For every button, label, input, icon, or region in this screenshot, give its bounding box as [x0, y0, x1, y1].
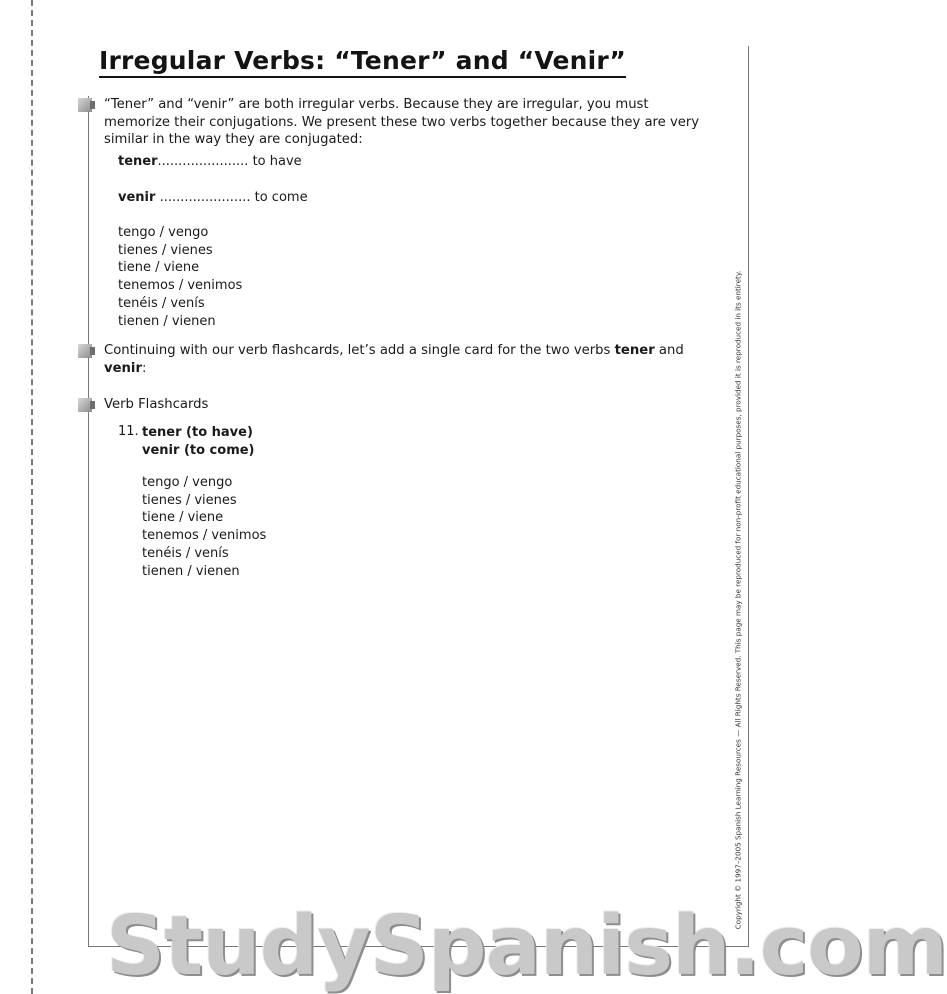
flashcard-line-venir: venir (to come): [142, 443, 255, 458]
page-frame-left: [88, 96, 89, 946]
dot-leader: ......................: [159, 190, 251, 205]
conjugation-list: [118, 224, 242, 330]
conjugation-row: tenéis / venís: [118, 295, 205, 311]
flashcard-conjugation-list: [142, 474, 266, 580]
conjugation-row: tienen / vienen: [118, 313, 216, 329]
watermark-logo: StudySpanish.com: [106, 899, 947, 994]
continuing-text: Continuing with our verb flashcards, let’s add a single card for the two verbs: [104, 343, 615, 358]
conjugation-row: tenéis / venís: [142, 545, 229, 561]
dot-leader: ......................: [157, 154, 249, 169]
definition-verb: venir: [118, 190, 156, 205]
continuing-paragraph: [104, 342, 714, 377]
page-frame-right: [748, 46, 749, 946]
definition-venir: [118, 190, 308, 205]
square-bullet-icon: [78, 344, 95, 358]
intro-paragraph: “Tener” and “venir” are both irregular verbs. Because they are irregular, you must memorize their conjugations. We present these two verbs together because they are very similar in the way they are conjugated:: [104, 97, 700, 147]
conjugation-row: tiene / viene: [142, 510, 224, 526]
conjugation-row: tienes / vienes: [142, 492, 237, 508]
continuing-text: :: [141, 360, 147, 376]
continuing-verb-tener: tener: [614, 343, 655, 358]
definition-verb: tener: [118, 154, 158, 169]
copyright-text: Copyright © 1997–2005 Spanish Learning Resources — All Rights Reserved. This page may be reproduced for non-profit educational purposes, provided it is reproduced in its entirety.: [733, 270, 743, 930]
flashcard-line-tener: tener (to have): [142, 425, 253, 440]
definition-meaning: to have: [252, 154, 302, 169]
continuing-verb-venir: venir: [104, 360, 142, 376]
flashcard-number: 11.: [118, 424, 139, 439]
square-bullet-icon: [78, 398, 95, 412]
square-bullet-icon: [78, 98, 95, 112]
conjugation-row: tengo / vengo: [118, 225, 209, 240]
conjugation-row: tenemos / venimos: [142, 528, 267, 544]
definition-tener: [118, 154, 302, 169]
continuing-text: and: [654, 343, 684, 358]
definition-meaning: to come: [254, 190, 308, 205]
conjugation-row: tienen / vienen: [142, 563, 240, 579]
flashcards-heading: Verb Flashcards: [104, 397, 209, 412]
dashed-cut-line: [31, 0, 33, 994]
conjugation-row: tengo / vengo: [142, 475, 233, 490]
conjugation-row: tenemos / venimos: [118, 278, 243, 294]
page-title: Irregular Verbs: “Tener” and “Venir”: [99, 46, 626, 78]
conjugation-row: tiene / viene: [118, 260, 200, 276]
flashcard-heading: [142, 424, 255, 460]
conjugation-row: tienes / vienes: [118, 242, 213, 258]
